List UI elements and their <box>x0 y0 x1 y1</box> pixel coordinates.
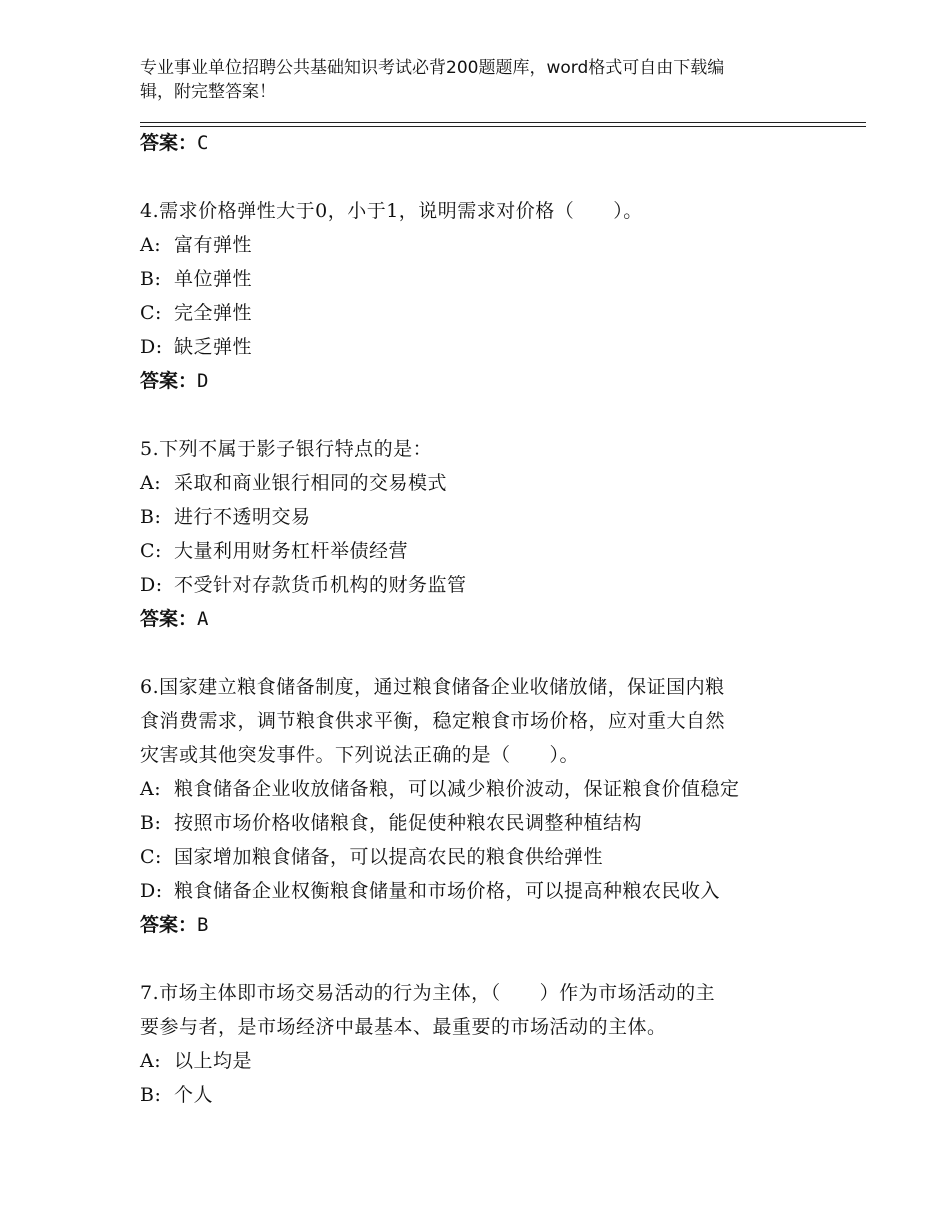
option-d <box>140 568 840 602</box>
question-stem: 4.需求价格弹性大于0，小于1，说明需求对价格（ ）。 <box>140 200 643 222</box>
option-text: 不受针对存款货币机构的财务监管 <box>174 574 467 596</box>
answer-label: 答案： <box>140 608 198 630</box>
option-key: A: <box>140 778 162 800</box>
option-b <box>140 806 840 840</box>
option-text: 大量利用财务杠杆举债经营 <box>174 540 409 562</box>
option-key: C: <box>140 540 162 562</box>
option-key: D: <box>140 880 163 902</box>
option-a <box>140 772 840 806</box>
question-stem-line: 食消费需求，调节粮食供求平衡，稳定粮食市场价格，应对重大自然 <box>140 710 726 732</box>
answer-label: 答案： <box>140 132 198 154</box>
header-line-1: 专业事业单位招聘公共基础知识考试必背200题题库，word格式可自由下载编 <box>140 58 725 78</box>
document-header <box>140 56 820 104</box>
question-stem: 5.下列不属于影子银行特点的是： <box>140 438 433 460</box>
question-stem-line: 6.国家建立粮食储备制度，通过粮食储备企业收储放储，保证国内粮 <box>140 676 725 698</box>
answer-value: A <box>197 608 209 630</box>
option-key: D: <box>140 574 163 596</box>
option-key: A: <box>140 472 162 494</box>
header-line-2: 辑，附完整答案！ <box>140 82 276 102</box>
answer-label: 答案： <box>140 370 198 392</box>
option-c <box>140 534 840 568</box>
option-key: B: <box>140 1084 162 1106</box>
answer-line <box>140 908 840 942</box>
option-a <box>140 1044 840 1078</box>
option-d <box>140 330 840 364</box>
option-text: 进行不透明交易 <box>174 506 311 528</box>
question-stem-line: 7.市场主体即市场交易活动的行为主体，（ ）作为市场活动的主 <box>140 982 716 1004</box>
question-item <box>140 194 840 398</box>
option-text: 富有弹性 <box>174 234 253 256</box>
question-item <box>140 432 840 636</box>
option-text: 按照市场价格收储粮食，能促使种粮农民调整种植结构 <box>174 812 643 834</box>
option-a <box>140 466 840 500</box>
option-text: 缺乏弹性 <box>174 336 253 358</box>
option-b <box>140 500 840 534</box>
answer-line <box>140 364 840 398</box>
option-text: 国家增加粮食储备，可以提高农民的粮食供给弹性 <box>174 846 604 868</box>
option-text: 粮食储备企业收放储备粮，可以减少粮价波动，保证粮食价值稳定 <box>174 778 740 800</box>
option-key: A: <box>140 234 162 256</box>
question-stem-line: 灾害或其他突发事件。下列说法正确的是（ ）。 <box>140 744 580 766</box>
answer-line <box>140 602 840 636</box>
answer-value: C <box>197 132 209 154</box>
option-text: 粮食储备企业权衡粮食储量和市场价格，可以提高种粮农民收入 <box>174 880 721 902</box>
option-b <box>140 262 840 296</box>
option-c <box>140 840 840 874</box>
option-key: B: <box>140 506 162 528</box>
option-text: 采取和商业银行相同的交易模式 <box>174 472 448 494</box>
question-list <box>140 126 840 1112</box>
option-d <box>140 874 840 908</box>
option-b <box>140 1078 840 1112</box>
option-key: A: <box>140 1050 162 1072</box>
option-text: 完全弹性 <box>174 302 253 324</box>
option-a <box>140 228 840 262</box>
option-text: 以上均是 <box>174 1050 253 1072</box>
header-rule-thick <box>140 122 866 123</box>
option-c <box>140 296 840 330</box>
option-key: C: <box>140 302 162 324</box>
answer-value: B <box>197 914 209 936</box>
option-text: 个人 <box>174 1084 214 1106</box>
answer-label: 答案： <box>140 914 198 936</box>
question-item <box>140 976 840 1112</box>
option-key: D: <box>140 336 163 358</box>
answer-line <box>140 126 840 160</box>
question-stem-line: 要参与者，是市场经济中最基本、最重要的市场活动的主体。 <box>140 1016 667 1038</box>
option-key: B: <box>140 812 162 834</box>
option-key: B: <box>140 268 162 290</box>
option-text: 单位弹性 <box>174 268 253 290</box>
question-item <box>140 670 840 942</box>
option-key: C: <box>140 846 162 868</box>
answer-value: D <box>197 370 209 392</box>
